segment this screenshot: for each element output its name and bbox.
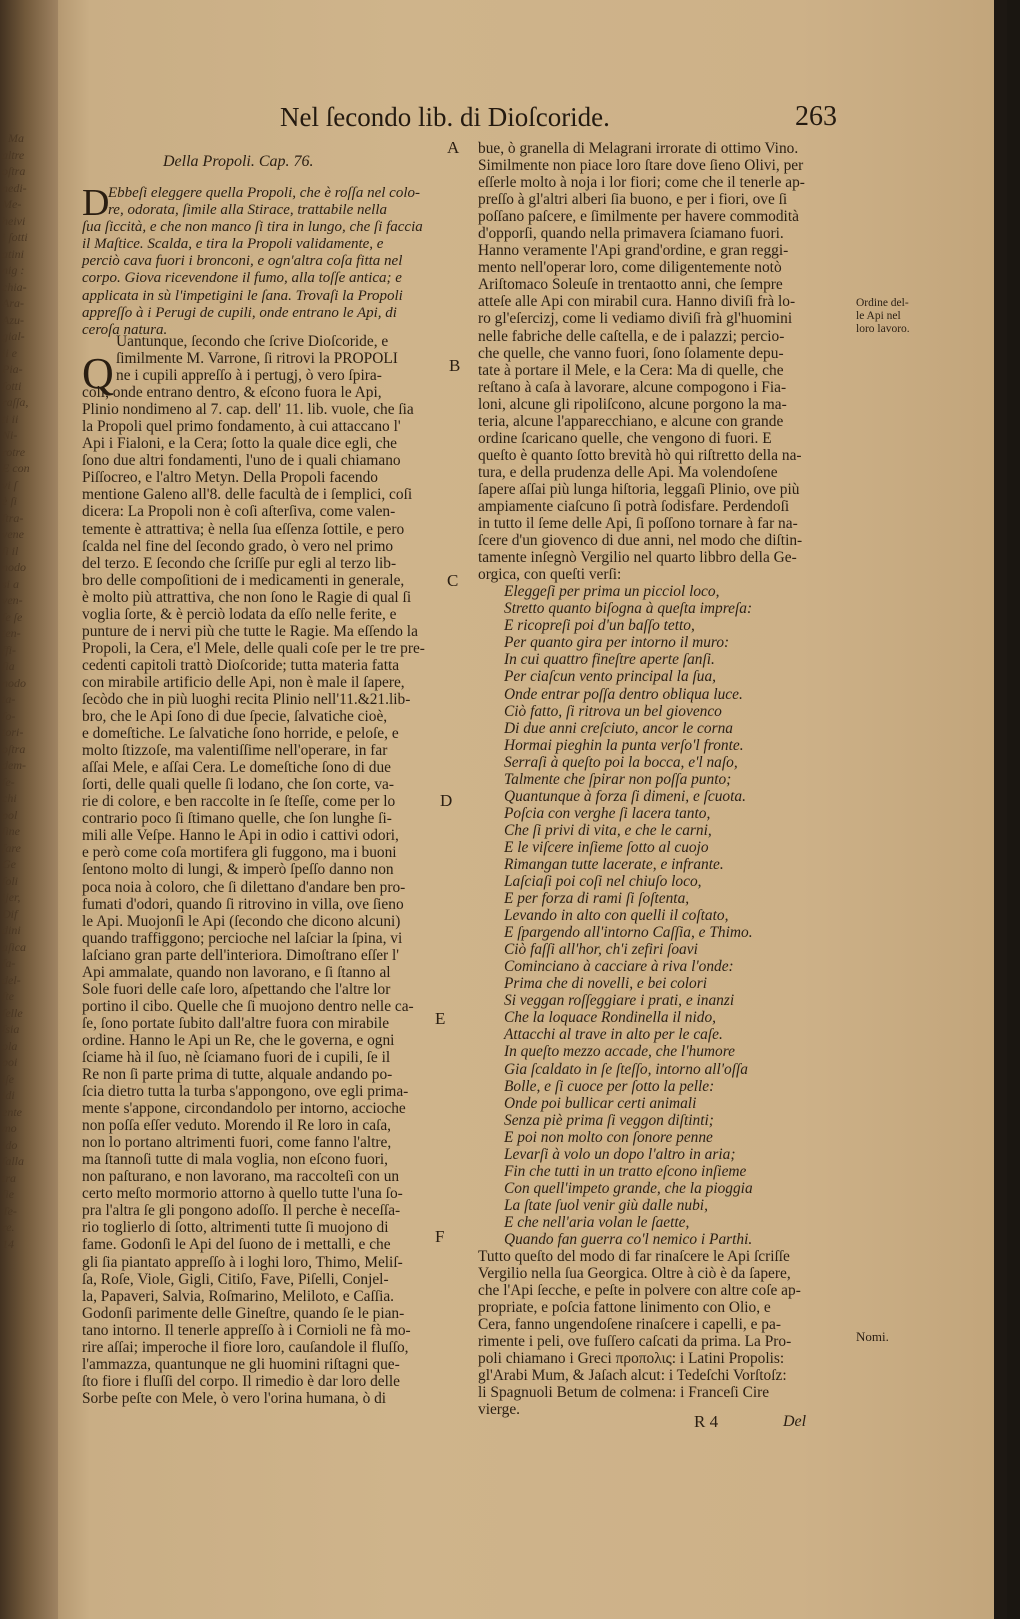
signature-mark: R 4 [694,1412,719,1431]
text-line: d'opporſi, quando nella primavera ſciamano fuori. [478,225,784,243]
text-line: e però come coſa mortifera gli fuggono, ma i buoni [82,844,397,862]
commentary-left-column [82,333,445,1407]
text-line: Senza piè prima ſi veggon diſtinti; [504,1111,714,1129]
bleed-line: ii e [2,345,17,360]
text-line: Levarſi à volo un dopo l'altro in aria; [504,1145,736,1163]
text-line: Fin che tutti in un tratto eſcono inſieme [504,1162,747,1180]
bleed-line: ente [2,1104,22,1119]
text-line: orgica, con queſti verſi: [478,566,622,584]
bleed-line: ſsia [2,1022,20,1036]
text-line: cedenti capitoli trattò Dioſcoride; tutta materia fatta [82,656,400,674]
drop-cap-d: D [82,182,110,224]
bleed-line: ſia [2,659,15,673]
sidenote-line: loro lavoro. [856,323,910,335]
text-line: Re non ſi parte prima di tutte, alquale andando po- [82,1066,393,1084]
bleed-line: atini [2,246,25,261]
text-line: ſorti, delle quali quelle ſi lodano, che ſon corte, va- [82,776,394,794]
running-header: Nel ſecondo lib. di Dioſcoride. [280,102,610,132]
bleed-line: Dif [2,906,18,921]
text-line: in tutto il ſeme delle Api, ſi poſſono tornare à far na- [478,515,798,533]
text-line: non lo portano altrimenti fuori, come fanno l'altre, [82,1134,392,1152]
bleed-line: Pia- [2,362,23,376]
bleed-line: ſo- [2,708,16,723]
text-line: Plinio nondimeno al 7. cap. dell' 11. lib. vuole, che ſia [82,401,414,419]
bleed-line: si a [2,576,20,591]
text-line: coli, onde entrano dentro, & eſcono fuora le Api, [82,384,382,402]
text-line: Si veggan roſſeggiare i prati, e inanzi [504,992,735,1010]
sidenote-line: Ordine del- [856,297,909,309]
text-line: non paſturano, e non lavorano, ma raccolteſi con un [82,1168,400,1186]
margin-letter-b: B [449,356,461,375]
margin-letter-e: E [435,1009,446,1028]
bleed-line: chi [2,791,17,805]
bleed-line: Ge [2,857,16,871]
sidenote-nomi: Nomi. [856,1329,889,1344]
text-line: nelle fabriche delle caſtella, e de i palazzi; percio- [478,327,785,345]
text-line: Ebbeſi eleggere quella Propoli, che è roſſa nel colo- [108,185,420,201]
text-line: con mirabile artificio delle Api, non è male il ſapere, [82,673,405,691]
text-line: re, odorata, ſimile alla Stirace, trattabile nella [108,202,388,219]
text-line: fame. Godonſi le Api del ſuono de i mettalli, e che [82,1236,391,1254]
text-line: teria, alcune l'apparecchiano, e alcune con grande [478,412,784,430]
text-line: che quelle, che vanno fuori, ſono ſolamente depu- [478,344,784,362]
text-line: Con quell'impeto grande, che la pioggia [504,1179,753,1197]
text-line: Hormai pieghin la punta verſo'l fronte. [504,736,744,754]
text-line: Tutto queſto del modo di far rinaſcere le Api ſcriſſe [478,1248,790,1266]
text-line: Talmente che ſpirar non poſſa punto; [504,770,732,788]
bleed-line: ſoli [2,873,19,888]
text-line: bro, che le Api ſono di due ſpecie, ſalvatiche cioè, [82,708,388,726]
bleed-line: . Ma [2,131,24,145]
bleed-line: chia- [2,279,27,294]
bleed-line: ti ii [2,411,19,426]
text-line: Similmente non piace loro ſtare dove ſieno Olivi, per [478,157,804,175]
text-line: Che la loquace Rondinella il nido, [504,1009,717,1027]
bleed-line: ſi il [2,543,19,558]
text-line: applicata in sù l'impetigini le ſana. Trovaſi la Propoli [82,287,403,304]
bleed-line: E con [2,461,30,475]
dioscorides-text [82,182,442,339]
text-line: ſua ſiccità, e che non manco ſi tira in lungo, che ſi faccia [82,219,423,236]
text-line: perciò cava fuori i bronconi, e ogn'altra coſa fitta nel [82,253,403,270]
text-line: gl'Arabi Mum, & Jaſach alcut: i Tedeſchi Vorſtoſz: [478,1367,787,1385]
text-line: Prima che di novelli, e bei colori [504,975,708,993]
text-line: dicera: La Propoli non è coſi aſterſiva, come valen- [82,503,396,521]
text-line: pra l'altra ſe gli pongono adoſſo. Il perche è neceſſa- [82,1202,401,1220]
text-line: voglia ſorte, & è perciò lodata da eſſo nelle ferite, e [82,605,397,623]
bleed-line: fare [2,840,21,855]
bleed-line: ſelle [2,1005,23,1020]
text-line: corpo. Giova ricevendone il fumo, alla toſſe antica; e [82,270,402,287]
text-line: La ſtate ſuol venir giù dalle nubi, [504,1196,708,1214]
margin-letter-f: F [435,1227,445,1246]
text-line: Api i Fialoni, e la Cera; ſotto la quale dice egli, che [82,435,397,453]
bleed-line: ſalla [2,1154,25,1168]
bleed-line: nig : [2,263,25,277]
text-line: Bolle, e ſi cuoce per ſotto la pelle: [504,1077,715,1095]
sidenote-ordine [856,297,910,336]
margin-letter-c: C [447,571,459,590]
bleed-line: idi [2,1088,15,1102]
text-line: Eleggeſi per prima un picciol loco, [504,583,720,601]
bleed-line: vene [2,527,24,541]
text-line: Propoli, la Cera, e'l Mele, delle quali coſe per le tre pre- [82,639,425,657]
bleed-line: altre [2,147,25,162]
bleed-line: ten- [2,626,21,640]
text-line: ſe, ſono portate ſubito dall'altre fuora con mirabile [82,1014,390,1032]
text-line: ordine. Hanno le Api un Re, che le governa, e ogni [82,1031,395,1049]
text-line: E le viſcere inſieme ſotto al cuojo [504,838,709,856]
bleed-line: vi ſ [2,477,17,492]
text-line: Quando fan guerra co'l nemico i Parthi. [504,1231,753,1248]
text-line: Sorbe peſte con Mele, ò vero l'orina humana, ò di [82,1389,387,1407]
text-line: tura, e della prudenza delle Api. Ma volendoſene [478,463,778,481]
text-line: atteſe alle Api con mirabil cura. Hanno diviſi frà lo- [478,293,796,311]
bleed-line: ſtra- [2,510,24,525]
text-line: appreſſo à i Perugi de cupili, onde entrano le Api, di [82,304,397,321]
text-line: ſono due altri fondamenti, l'uno de i quali chiamano [82,452,401,470]
text-line: Cera, fanno ungendoſene rinaſcere i capelli, e pa- [478,1316,781,1334]
text-line: li Spagnuoli Betum de colmena: i Franceſi Cire [478,1384,770,1402]
text-line: E ricopreſi poi d'un baſſo tetto, [504,617,695,635]
text-line: ſcere d'un giovenco di due anni, nel modo che diſtin- [478,532,803,550]
text-line: poli chiamano i Greci προπολις: i Latini Propolis: [478,1350,785,1368]
bleed-line: dini [2,923,21,937]
text-line: loni, alcune gli ripoliſcono, alcune porgono la ma- [478,395,787,413]
text-line: vierge. [478,1401,521,1419]
text-line: Sole fuori delle caſe loro, aſpettando che l'altre lor [82,980,391,998]
text-line: E poi non molto con ſonore penne [504,1128,713,1146]
text-line: Laſciaſi poi coſi nel chiuſo loco, [504,873,702,891]
text-line: contrario poco ſi ſtimano quelle, che ſon lunghe ſi- [82,810,392,828]
text-line: Ciò faſſi all'hor, ch'i zefiri ſoavi [504,941,698,959]
bleed-line: iſe [2,1071,14,1086]
text-line: tano intorno. Il tenerle appreſſo à i Cornioli ne fà mo- [82,1321,411,1339]
bleed-line: ido [2,1137,18,1152]
text-line: rimente i peli, ove fuſſero caſcati da prima. La Pro- [478,1333,792,1351]
text-line: Gia ſcaldato in ſe ſteſſo, intorno all'oſſa [504,1060,748,1078]
bleed-line: Ni- [2,428,18,442]
text-line: bue, ò granella di Melagrani irrorate di ottimo Vino. [478,140,799,157]
text-line: ſimilmente M. Varrone, ſi ritrovi la PROPOLI [116,350,398,368]
text-line: Onde entrar poſſa dentro obliqua luce. [504,685,743,703]
text-line: ma ſtannoſi tutte di mala voglia, non eſcono fuori, [82,1151,389,1169]
text-line: Per ciaſcun vento principal la ſua, [504,668,717,686]
text-line: mento nell'operar loro, come diligentemente notò [478,259,782,277]
text-line: Hanno veramente l'Api grand'ordine, e gran reggi- [478,242,789,260]
bleed-line: rotre [2,444,26,459]
catchword: Del [783,1413,807,1430]
text-line: Api ammalate, quando non lavorano, e ſi ſtanno al [82,963,391,981]
text-line: non poſſa eſſer veduto. Morendo il Re loro in caſa, [82,1117,392,1135]
bleed-line: ta- [2,692,16,706]
bleed-line: è ſi [2,494,17,508]
bleed-line: ijer, [2,890,21,904]
text-line: gli ſia piantato appreſſo à i loghi loro, Thimo, Meliſ- [82,1253,403,1271]
text-line: ne i cupili appreſſo à i pertugj, ò vero ſpira- [116,367,382,385]
bleed-line: tra [2,1170,17,1185]
text-line: ſcalda nel fine del ſecondo grado, ò vero nel primo [82,537,394,555]
text-line: Ariſtomaco Soleuſe in trentaotto anni, che ſempre [478,276,783,294]
bleed-line: ſte [2,989,14,1003]
text-line: propriate, e poſcia fattone linimento con Olio, e [478,1299,771,1317]
text-line: Attacchi al trave in alto per le caſe. [504,1026,723,1044]
sidenote-line: le Api nel [856,310,901,322]
text-line: E per forza di rami ſi ſoſtenta, [504,890,690,908]
text-line: ceroſa natura. [82,321,168,338]
text-line: aſſai Mele, e aſſai Cera. Le domeſtiche ſono di due [82,759,391,777]
text-line: ſecòdo che in più luoghi recita Plinio nell'11.&21.lib- [82,690,411,708]
text-line: Uantunque, ſecondo che ſcrive Dioſcoride, e [116,333,389,350]
text-line: rie di colore, e ben raccolte in ſe ſteſſe, come per lo [82,793,396,811]
facing-page-bleed-text [2,130,54,1252]
page-number: 263 [795,101,837,132]
text-line: Di due anni creſciuto, ancor le corna [504,719,733,737]
text-line: ro gl'eſercizj, come li vediamo diviſi frà gl'huomini [478,310,793,328]
bleed-line: fie [2,1187,14,1201]
text-line: Levando in alto con quelli il coſtato, [504,907,729,925]
bleed-line: nedi- [2,180,27,195]
bleed-line: ſe- [2,774,15,789]
text-line: il Maſtice. Scalda, e tira la Propoli validamente, e [82,236,384,253]
text-line: eſſerle molto à noja i lor fiori; come che il tenerle ap- [478,174,805,192]
text-line: Che ſi privi di vita, e che le carni, [504,821,712,839]
text-line: rio toglierlo di ſotto, altrimenti tutte ſi muojono di [82,1219,389,1237]
text-line: ſto fiore i fluſſi del corpo. Il rimedio è dar loro delle [82,1372,400,1390]
text-line: ſentono molto di lungi, & imperò ſpeſſo danno non [82,861,394,879]
text-line: molto ſtizzoſe, ma valentiſſime nell'operare, in far [82,742,388,760]
bleed-line: ola [2,1038,18,1053]
bleed-line: ven- [2,593,23,607]
text-line: Godonſi parimente delle Gineſtre, quando ſe le pian- [82,1304,405,1322]
bleed-line: Ara- [2,296,24,310]
text-line: ſapere aſſai più lunga hiſtoria, leggaſi Plinio, ove più [478,480,800,498]
text-line: Rimangan tutte lacerate, e infrante. [504,855,724,873]
text-line: mente s'appone, circondandolo per intorno, accioche [82,1100,406,1118]
text-line: Serraſi à queſto poi la bocca, e'l naſo, [504,753,738,771]
text-line: ſcia dietro tutta la turba s'appongono, ove egli prima- [82,1083,409,1101]
text-line: bro delle compoſitioni de i medicamenti in generale, [82,571,405,589]
text-line: Ciò fatto, ſi ritrova un bel giovenco [504,702,722,720]
text-line: poſſano paſcere, e ſimilmente per havere commodità [478,208,799,226]
bleed-line: re. [2,1220,15,1234]
text-line: le Api. Muojonſi le Api (ſecondo che dicono alcuni) [82,912,401,930]
text-line: punture de i nervi più che tutte le Ragie. Ma eſſendo la [82,622,418,640]
text-line: poca noia à coloro, che ſi dilettano d'andare ben pro- [82,878,406,896]
bleed-line: Me- [2,197,22,211]
bleed-line: raſſa, [2,395,29,409]
bleed-line: Te- [2,1203,17,1218]
bleed-line: i ſotti [2,230,28,244]
text-line: Cominciano à cacciare à riva l'onde: [504,958,734,976]
bleed-line: heivi [2,213,26,228]
text-line: ſa, Roſe, Viole, Gigli, Citiſo, Fave, Piſelli, Conjel- [82,1270,389,1288]
bleed-line: aſica [2,939,26,954]
bleed-line: tori- [2,725,24,739]
bleed-line: oſtra [2,164,26,178]
margin-letter-a: A [447,138,460,157]
text-line: del terzo. E ſecondo che ſcriſſe pur egli al terzo lib- [82,554,397,572]
text-line: Onde poi bullicar certi animali [504,1094,697,1112]
text-line: mili alle Veſpe. Hanno le Api in odio i cattivi odori, [82,827,399,845]
text-line: ampiamente ciaſcuno ſi potrà ſodisfare. Perdendoſi [478,497,790,515]
text-line: ordine ſcaricano quelle, che vengono di fuori. E [478,429,772,447]
text-line: tate à portare il Mele, e la Cera: Ma di quelle, che [478,361,784,379]
bleed-line: 14 [2,1236,14,1251]
text-line: Piſſocreo, e l'altro Metyn. Della Propoli facendo [82,469,378,487]
bleed-line: Azu- [2,312,24,327]
bleed-line: del- [2,972,21,987]
text-line: preſſo à gl'altri alberi ſia buono, e per i fiori, ove ſi [478,191,788,209]
text-line: rire aſſai; imperoche il fiore loro, cauſandole il fluſſo, [82,1338,409,1356]
margin-letter-d: D [440,791,453,810]
text-line: la, Papaveri, Salvia, Roſmarino, Meliloto, e Caſſia. [82,1287,395,1305]
bleed-line: nodo [2,675,26,690]
text-line: portino il cibo. Quelle che ſi muojono dentro nelle ca- [82,997,414,1015]
text-line: Poſcia con verghe ſi lacera tanto, [504,804,711,822]
text-line: che l'Api ſecche, e peſte in polvere con altre coſe ap- [478,1282,801,1300]
bleed-line: oſtra [2,741,26,756]
bleed-line: nodo [2,560,26,574]
text-line: Stretto quanto biſogna à queſta impreſa: [504,600,753,618]
text-line: certo meſto mormorio attorno à quello tutte l'una ſo- [82,1185,403,1203]
text-line: mentione Galeno all'8. delle facultà de i ſemplici, coſi [82,486,413,504]
bleed-line: ſine [2,824,20,838]
bleed-line: mo [2,1121,17,1135]
text-line: In cui quattro fineſtre aperte ſanſi. [504,651,715,669]
drop-cap-q: Q [82,349,114,398]
bleed-line: poi [2,1055,18,1069]
bleed-line: ffi- [2,642,16,657]
text-line: laſciano gran parte dell'interiora. Dimoſtrano eſſer l' [82,946,400,964]
bleed-line: ſotti [2,378,22,393]
text-line: l'ammazza, quantunque ne gli huomini riſtagni que- [82,1355,400,1373]
text-line: e domeſtiche. Le ſalvatiche ſono horride, e peloſe, e [82,725,399,743]
text-line: ſciame hà il ſuo, nè ſciamano fuori de i cupili, ſe il [82,1048,391,1066]
text-line: In queſto mezzo accade, che l'humore [504,1043,735,1061]
text-line: queſto è quanto ſotto brevità hò qui riſtretto della na- [478,446,802,464]
bleed-line: fa- [2,956,16,970]
chapter-title: Della Propoli. Cap. 76. [163,153,314,170]
text-line: è molto più attrattiva, che non ſono le Ragie di qual ſi [82,588,412,606]
text-line: Vergilio nella ſua Georgica. Oltre à ciò è da ſapere, [478,1265,791,1283]
text-line: Quantunque à forza ſi dimeni, e ſcuota. [504,787,746,805]
text-line: tamente inſegnò Vergilio nel quarto libbro della Ge- [478,549,797,567]
text-line: quando traffiggono; percioche nel laſciar la ſpina, vi [82,929,403,947]
commentary-right-column [478,140,853,1419]
text-line: E che nell'aria volan le ſaette, [504,1213,690,1231]
bleed-line: ſe ſe [2,609,23,624]
text-line: Per quanto gira per intorno il muro: [504,634,730,652]
text-line: la Propoli quel primo fondamento, à cui attaccano l' [82,418,401,436]
page-edge [994,0,1007,1619]
text-line: E ſpargendo all'intorno Caſſia, e Thimo. [504,924,753,942]
text-line: fumati d'odori, quando ſi ritrovino in villa, ove ſieno [82,895,404,913]
bleed-line: dem- [2,758,26,772]
text-line: temente è attrattiva; è nella ſua eſſenza ſottile, e pero [82,520,405,538]
bleed-line: gial- [2,329,25,343]
text-line: reſtano à caſa à lavorare, alcune compogono i Fia- [478,378,787,396]
bleed-line: pol [2,807,18,822]
